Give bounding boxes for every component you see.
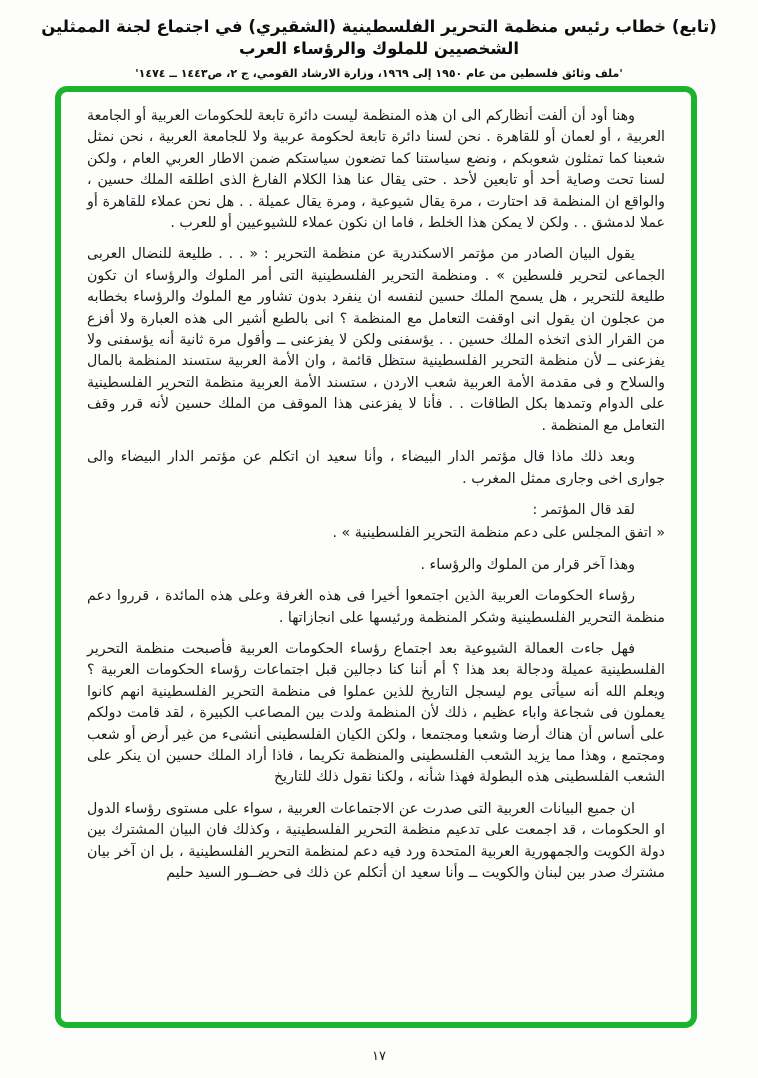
- paragraph-2: يقول البيان الصادر من مؤتمر الاسكندرية عن منظمة التحرير : « . . . طليعة للنضال العربى الجماعى لتحرير فلسطين » . ومنظمة التحرير الفلسطينية التى أمر الملوك والرؤساء ان تكون طليعة للتحرير ، هل يسمح الملك حسين لنفسه ان ينفرد بدون تشاور مع الملوك والرؤساء بخطابه من عجلون ان يقول انى اوقفت التعامل مع المنظمة ؟ انى بالطبع أشير الى هذه العبارة ولا أفزع من القرار الذى اتخذه الملك حسين . . يؤسفنى ولكن لا يفزعنى ــ وأقول مرة ثانية أنه يؤسفنى ولا يفزعنى ــ لأن منظمة التحرير الفلسطينية ستظل قائمة ، وان الأمة العربية ستسند المنظمة بالمال والسلاح و فى مقدمة الأمة العربية شعب الاردن ، ستسند الأمة العربية منظمة التحرير الفلسطينية على الدوام وتمدها بكل الطاقات . . فأنا لا يفزعنى هذا الموقف من الملك حسين لأنه قرر وقف التعامل مع المنظمة .: [87, 246, 665, 434]
- paragraph-9: ان جميع البيانات العربية التى صدرت عن الاجتماعات العربية ، سواء على مستوى رؤساء الدول او الحكومات ، قد اجمعت على تدعيم منظمة التحرير الفلسطينية ، وكذلك فان البيان المشترك بين دولة الكويت والجمهورية العربية المتحدة ورد فيه دعم لمنظمة التحرير الفلسطينية ، بل ان آخر بيان مشترك صدر بين لبنان والكويت ــ وأنا سعيد ان أتكلم عن ذلك فى حضــور السيد حليم: [87, 800, 665, 881]
- paragraph-5-quote: « اتفق المجلس على دعم منظمة التحرير الفلسطينية » .: [332, 525, 665, 542]
- paragraph-6: وهذا آخر قرار من الملوك والرؤساء .: [420, 556, 635, 573]
- highlight-border-box: [55, 86, 697, 1028]
- paragraph-8: فهل جاءت العمالة الشيوعية بعد اجتماع رؤساء الحكومات العربية فأصبحت منظمة التحرير الفلسطينية عميلة ودجالة بعد هذا ؟ أم أننا كنا دجالين قبل اجتماعات رؤساء الحكومات العربية ؟ ويعلم الله أنه سيأتى يوم ليسجل التاريخ للذين عملوا فى منظمة التحرير الفلسطينية انهم كانوا يعملون فى شجاعة واباء عظيم ، ذلك لأن المنظمة ولدت بين المصاعب الكبيرة ، لقد قامت دولكم على أساس أن هناك أرضا وشعبا ومجتمعا ، ولكن الكيان الفلسطينى أنشىء من غير أرض أو شعب ومجتمع ، وهذا مما يزيد الشعب الفلسطينى والمنظمة تكريما ، فاذا أراد الملك حسين ان ينكر على الشعب الفلسطينى هذه البطولة فهذا شأنه ، ولكنا نقول ذلك للتاريخ: [87, 640, 665, 786]
- document-header: [0, 0, 758, 80]
- document-body: [61, 92, 691, 884]
- page-number: ١٧: [372, 1049, 386, 1064]
- paragraph-1: وهنا أود أن ألفت أنظاركم الى ان هذه المنظمة ليست دائرة تابعة للحكومات العربية أو الجامعة العربية ، أو لعمان أو للقاهرة . نحن لسنا دائرة تابعة لحكومة عربية ولا للجامعة العربية ، نحن نمثل شعبنا كما تمثلون شعوبكم ، ونضع سياستنا كما تضعون سياستكم ضمن الاطار العربي العام ، ولكن لسنا تحت وصاية أحد أو تابعين لأحد . حتى يقال عنا هذا الكلام الفارغ الذى اطلقه الملك حسين ، والواقع ان المنظمة قد احتارت ، مرة يقال شيوعية ، ومرة يقال عميلة . . هل نحن عملاء للقاهرة أو عملا لدمشق . . ولكن لا يمكن هذا الخلط ، فاما ان نكون عملاء للشيوعيين أو للعرب .: [87, 108, 665, 232]
- page-title: (تابع) خطاب رئيس منظمة التحرير الفلسطينية (الشقيري) في اجتماع لجنة الممثلين الشخصيين للملوك والرؤساء العرب: [41, 17, 717, 59]
- paragraph-4: لقد قال المؤتمر :: [532, 501, 635, 518]
- paragraph-7: رؤساء الحكومات العربية الذين اجتمعوا أخيرا فى هذه الغرفة وعلى هذه المائدة ، قرروا دعم منظمة التحرير الفلسطينية وشكر المنظمة ورئيسها على انجازاتها .: [87, 588, 665, 626]
- page-subtitle: 'ملف وثائق فلسطين من عام ١٩٥٠ إلى ١٩٦٩، وزارة الارشاد القومي، ج ٢، ص١٤٤٣ ــ ١٤٧٤': [135, 66, 623, 80]
- paragraph-3: وبعد ذلك ماذا قال مؤتمر الدار البيضاء ، وأنا سعيد ان اتكلم عن مؤتمر الدار البيضاء والى جوارى اخى وجارى ممثل المغرب .: [87, 449, 665, 487]
